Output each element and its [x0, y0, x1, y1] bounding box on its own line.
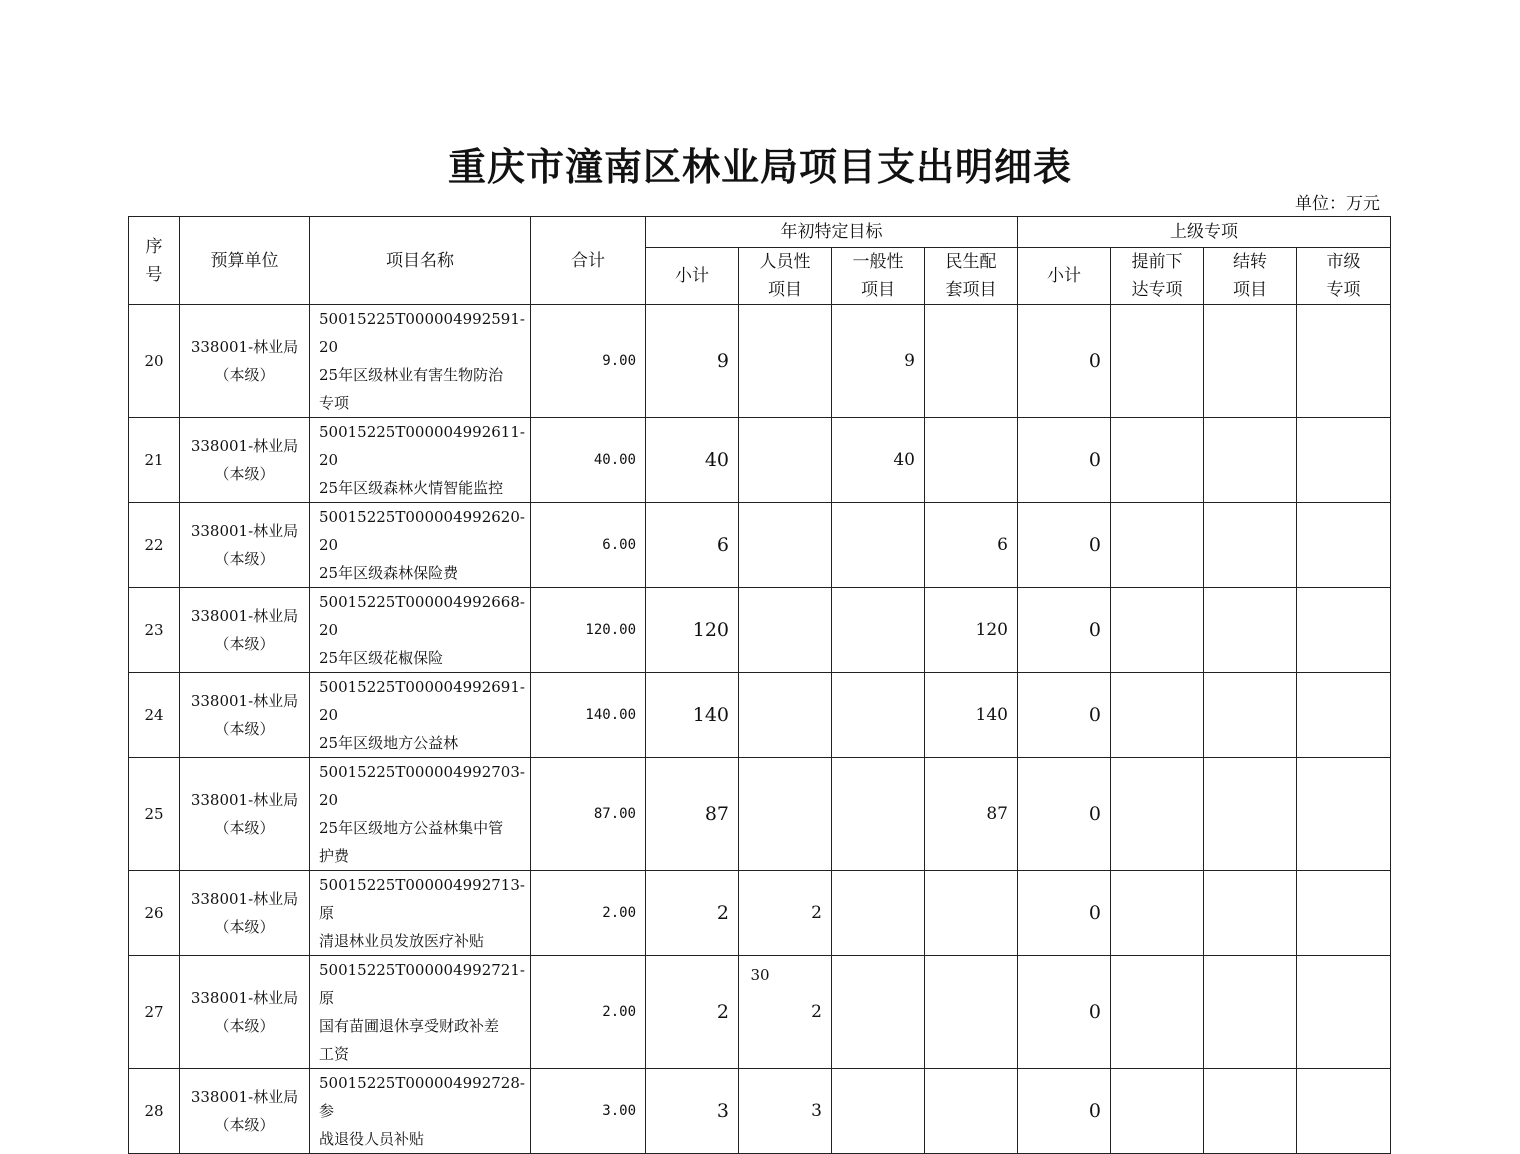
cell-annual-subtotal: 6 — [646, 503, 739, 588]
project-name-line: 50015225T000004992728-参 — [319, 1074, 525, 1120]
project-name-line: 50015225T000004992668-20 — [319, 593, 525, 639]
cell-municipal — [1297, 871, 1391, 956]
cell-seq: 23 — [129, 588, 180, 673]
cell-general — [832, 673, 925, 758]
cell-advance — [1111, 758, 1204, 871]
cell-livelihood: 140 — [925, 673, 1018, 758]
cell-carryover — [1204, 503, 1297, 588]
page-title: 重庆市潼南区林业局项目支出明细表 — [447, 144, 1072, 189]
cell-upper-subtotal: 0 — [1018, 503, 1111, 588]
header-general — [832, 248, 925, 305]
cell-total: 140.00 — [531, 673, 646, 758]
budget-unit-line: （本级） — [214, 550, 275, 568]
cell-general — [832, 871, 925, 956]
cell-carryover — [1204, 673, 1297, 758]
cell-livelihood — [925, 871, 1018, 956]
table-row — [129, 418, 1391, 503]
cell-municipal — [1297, 673, 1391, 758]
header-budget-unit: 预算单位 — [180, 217, 310, 305]
cell-upper-subtotal: 0 — [1018, 673, 1111, 758]
cell-total: 87.00 — [531, 758, 646, 871]
project-name-line: 25年区级森林火情智能监控 — [319, 479, 504, 497]
cell-livelihood — [925, 305, 1018, 418]
cell-budget-unit — [180, 305, 310, 418]
cell-project-name — [310, 758, 531, 871]
cell-advance — [1111, 673, 1204, 758]
project-name-line: 50015225T000004992620-20 — [319, 508, 525, 554]
budget-unit-line: （本级） — [214, 1017, 275, 1035]
cell-livelihood: 6 — [925, 503, 1018, 588]
cell-advance — [1111, 503, 1204, 588]
header-annual-subtotal: 小计 — [646, 248, 739, 305]
cell-municipal — [1297, 418, 1391, 503]
cell-upper-subtotal: 0 — [1018, 588, 1111, 673]
header-carryover-line2: 项目 — [1233, 280, 1267, 300]
cell-personnel: 2 — [739, 956, 832, 1069]
header-total: 合计 — [531, 217, 646, 305]
header-advance — [1111, 248, 1204, 305]
project-name-line: 25年区级地方公益林集中管 — [319, 819, 504, 837]
cell-carryover — [1204, 418, 1297, 503]
cell-upper-subtotal: 0 — [1018, 418, 1111, 503]
budget-unit-line: 338001-林业局 — [190, 791, 299, 809]
budget-unit-line: （本级） — [214, 366, 275, 384]
cell-seq: 26 — [129, 871, 180, 956]
table-row — [129, 871, 1391, 956]
header-personnel-line1: 人员性 — [759, 252, 811, 272]
cell-project-name — [310, 305, 531, 418]
cell-total: 2.00 — [531, 871, 646, 956]
cell-advance — [1111, 1069, 1204, 1154]
cell-carryover — [1204, 758, 1297, 871]
header-livelihood — [925, 248, 1018, 305]
cell-budget-unit — [180, 588, 310, 673]
table-row — [129, 305, 1391, 418]
project-name-line: 50015225T000004992703-20 — [319, 763, 525, 809]
budget-unit-line: 338001-林业局 — [190, 989, 299, 1007]
cell-advance — [1111, 418, 1204, 503]
cell-municipal — [1297, 758, 1391, 871]
cell-carryover — [1204, 1069, 1297, 1154]
cell-upper-subtotal: 0 — [1018, 758, 1111, 871]
header-group-annual: 年初特定目标 — [646, 217, 1018, 248]
project-name-line: 25年区级花椒保险 — [319, 649, 444, 667]
cell-personnel — [739, 503, 832, 588]
project-name-line: 战退役人员补贴 — [319, 1130, 425, 1148]
project-name-line: 25年区级林业有害生物防治 — [319, 366, 504, 384]
budget-unit-line: 338001-林业局 — [190, 522, 299, 540]
cell-personnel — [739, 673, 832, 758]
cell-total: 2.00 — [531, 956, 646, 1069]
cell-annual-subtotal: 140 — [646, 673, 739, 758]
header-seq — [129, 217, 180, 305]
cell-seq: 24 — [129, 673, 180, 758]
cell-annual-subtotal: 9 — [646, 305, 739, 418]
cell-seq: 20 — [129, 305, 180, 418]
cell-annual-subtotal: 40 — [646, 418, 739, 503]
cell-project-name — [310, 1069, 531, 1154]
header-advance-line2: 达专项 — [1131, 280, 1183, 300]
budget-unit-line: （本级） — [214, 720, 275, 738]
cell-municipal — [1297, 305, 1391, 418]
cell-budget-unit — [180, 503, 310, 588]
project-name-line: 50015225T000004992721-原 — [319, 961, 525, 1007]
table-row — [129, 588, 1391, 673]
cell-annual-subtotal: 3 — [646, 1069, 739, 1154]
table-row — [129, 758, 1391, 871]
cell-livelihood: 120 — [925, 588, 1018, 673]
cell-budget-unit — [180, 418, 310, 503]
cell-seq: 25 — [129, 758, 180, 871]
cell-personnel — [739, 758, 832, 871]
cell-project-name — [310, 871, 531, 956]
cell-seq: 22 — [129, 503, 180, 588]
cell-carryover — [1204, 871, 1297, 956]
cell-general — [832, 503, 925, 588]
project-name-line: 清退林业员发放医疗补贴 — [319, 932, 485, 950]
header-project-name: 项目名称 — [310, 217, 531, 305]
cell-annual-subtotal: 120 — [646, 588, 739, 673]
budget-unit-line: （本级） — [214, 465, 275, 483]
header-livelihood-line1: 民生配 — [945, 252, 997, 272]
cell-total: 40.00 — [531, 418, 646, 503]
budget-unit-line: （本级） — [214, 635, 275, 653]
table-body — [129, 305, 1391, 1154]
cell-advance — [1111, 305, 1204, 418]
cell-budget-unit — [180, 758, 310, 871]
header-seq-line1: 序 — [145, 236, 163, 257]
cell-livelihood — [925, 1069, 1018, 1154]
cell-upper-subtotal: 0 — [1018, 956, 1111, 1069]
cell-total: 120.00 — [531, 588, 646, 673]
project-name-line: 50015225T000004992611-20 — [319, 423, 525, 469]
budget-unit-line: 338001-林业局 — [190, 692, 299, 710]
cell-carryover — [1204, 588, 1297, 673]
project-name-line: 50015225T000004992591-20 — [319, 310, 525, 356]
cell-general — [832, 758, 925, 871]
header-general-line2: 项目 — [861, 280, 895, 300]
cell-municipal — [1297, 1069, 1391, 1154]
budget-unit-line: 338001-林业局 — [190, 338, 299, 356]
cell-upper-subtotal: 0 — [1018, 1069, 1111, 1154]
cell-seq: 28 — [129, 1069, 180, 1154]
header-carryover — [1204, 248, 1297, 305]
cell-general: 40 — [832, 418, 925, 503]
table-row — [129, 1069, 1391, 1154]
cell-annual-subtotal: 2 — [646, 956, 739, 1069]
project-name-line: 25年区级森林保险费 — [319, 564, 459, 582]
cell-upper-subtotal: 0 — [1018, 871, 1111, 956]
header-advance-line1: 提前下 — [1131, 252, 1183, 272]
cell-budget-unit — [180, 673, 310, 758]
cell-seq: 27 — [129, 956, 180, 1069]
cell-personnel — [739, 588, 832, 673]
cell-total: 3.00 — [531, 1069, 646, 1154]
project-name-line: 工资 — [319, 1045, 350, 1063]
cell-project-name — [310, 503, 531, 588]
cell-project-name — [310, 588, 531, 673]
cell-seq: 21 — [129, 418, 180, 503]
cell-municipal — [1297, 588, 1391, 673]
header-upper-subtotal: 小计 — [1018, 248, 1111, 305]
cell-general — [832, 1069, 925, 1154]
header-municipal-line2: 专项 — [1326, 280, 1361, 300]
cell-total: 6.00 — [531, 503, 646, 588]
budget-unit-line: （本级） — [214, 918, 275, 936]
budget-unit-line: 338001-林业局 — [190, 1088, 299, 1106]
cell-advance — [1111, 588, 1204, 673]
project-name-line: 25年区级地方公益林 — [319, 734, 459, 752]
cell-general: 9 — [832, 305, 925, 418]
table-row — [129, 503, 1391, 588]
cell-annual-subtotal: 87 — [646, 758, 739, 871]
budget-unit-line: （本级） — [214, 819, 275, 837]
cell-upper-subtotal: 0 — [1018, 305, 1111, 418]
cell-total: 9.00 — [531, 305, 646, 418]
cell-livelihood — [925, 418, 1018, 503]
budget-unit-line: 338001-林业局 — [190, 607, 299, 625]
table-row — [129, 673, 1391, 758]
cell-project-name — [310, 673, 531, 758]
header-seq-line2: 号 — [145, 264, 163, 285]
cell-advance — [1111, 871, 1204, 956]
page-number: 30 — [750, 966, 770, 984]
header-personnel — [739, 248, 832, 305]
expenditure-table — [128, 216, 1391, 1154]
cell-personnel: 2 — [739, 871, 832, 956]
header-group-upper: 上级专项 — [1018, 217, 1391, 248]
cell-municipal — [1297, 503, 1391, 588]
project-name-line: 50015225T000004992691-20 — [319, 678, 525, 724]
cell-personnel: 3 — [739, 1069, 832, 1154]
cell-general — [832, 588, 925, 673]
header-general-line1: 一般性 — [852, 252, 904, 272]
cell-project-name — [310, 418, 531, 503]
project-name-line: 专项 — [319, 394, 350, 412]
cell-livelihood: 87 — [925, 758, 1018, 871]
header-municipal — [1297, 248, 1391, 305]
project-name-line: 护费 — [319, 847, 350, 865]
budget-unit-line: （本级） — [214, 1116, 275, 1134]
project-name-line: 50015225T000004992713-原 — [319, 876, 525, 922]
unit-label: 单位：万元 — [1295, 194, 1380, 214]
header-municipal-line1: 市级 — [1326, 252, 1361, 272]
cell-annual-subtotal: 2 — [646, 871, 739, 956]
cell-personnel — [739, 418, 832, 503]
cell-budget-unit — [180, 1069, 310, 1154]
header-carryover-line1: 结转 — [1233, 252, 1267, 272]
cell-personnel — [739, 305, 832, 418]
budget-unit-line: 338001-林业局 — [190, 890, 299, 908]
cell-carryover — [1204, 305, 1297, 418]
project-name-line: 国有苗圃退休享受财政补差 — [319, 1017, 500, 1035]
header-personnel-line2: 项目 — [768, 280, 802, 300]
budget-unit-line: 338001-林业局 — [190, 437, 299, 455]
header-livelihood-line2: 套项目 — [945, 280, 997, 300]
cell-budget-unit — [180, 871, 310, 956]
